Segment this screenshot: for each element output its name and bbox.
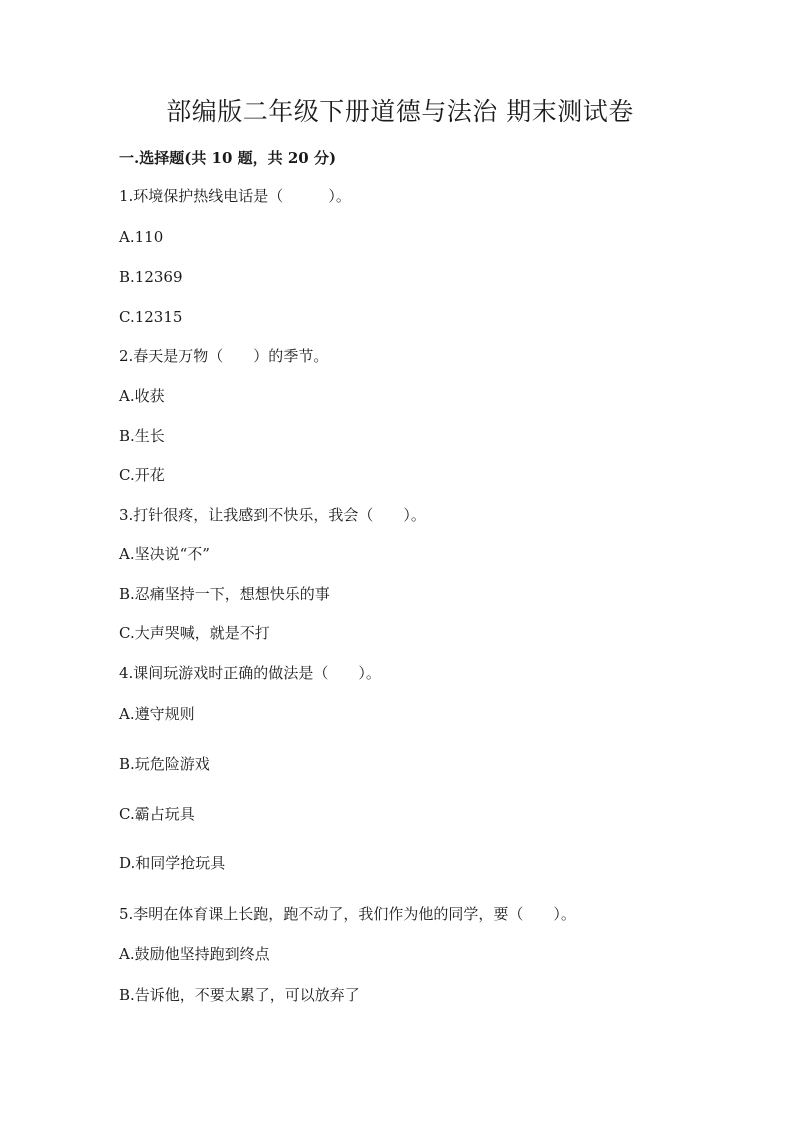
question-4-option-c: C.霸占玩具: [119, 805, 195, 823]
question-5-option-b: B.告诉他，不要太累了，可以放弃了: [119, 986, 360, 1004]
question-2-stem: 2.春天是万物（ ）的季节。: [119, 347, 329, 365]
question-3-option-c: C.大声哭喊，就是不打: [119, 624, 270, 642]
question-1-option-a: A.110: [119, 228, 164, 246]
question-4-stem: 4.课间玩游戏时正确的做法是（ ）。: [119, 664, 381, 682]
question-4-option-d: D.和同学抢玩具: [119, 854, 226, 872]
question-1-option-b: B.12369: [119, 268, 183, 286]
question-4-option-a: A.遵守规则: [119, 705, 195, 723]
question-2-option-a: A.收获: [119, 387, 165, 405]
question-1-stem: 1.环境保护热线电话是（ ）。: [119, 187, 351, 205]
question-5-option-a: A.鼓励他坚持跑到终点: [119, 945, 270, 963]
question-3-stem: 3.打针很疼，让我感到不快乐，我会（ ）。: [119, 506, 426, 524]
question-1-option-c: C.12315: [119, 308, 183, 326]
question-2-option-c: C.开花: [119, 466, 165, 484]
section-heading: 一.选择题(共 10 题，共 20 分): [119, 149, 337, 167]
page-title: 部编版二年级下册道德与法治 期末测试卷: [166, 97, 634, 126]
question-2-option-b: B.生长: [119, 427, 165, 445]
question-5-stem: 5.李明在体育课上长跑，跑不动了，我们作为他的同学，要（ ）。: [119, 905, 576, 923]
question-3-option-b: B.忍痛坚持一下，想想快乐的事: [119, 585, 330, 603]
question-3-option-a: A.坚决说“不”: [119, 545, 210, 563]
question-4-option-b: B.玩危险游戏: [119, 755, 210, 773]
